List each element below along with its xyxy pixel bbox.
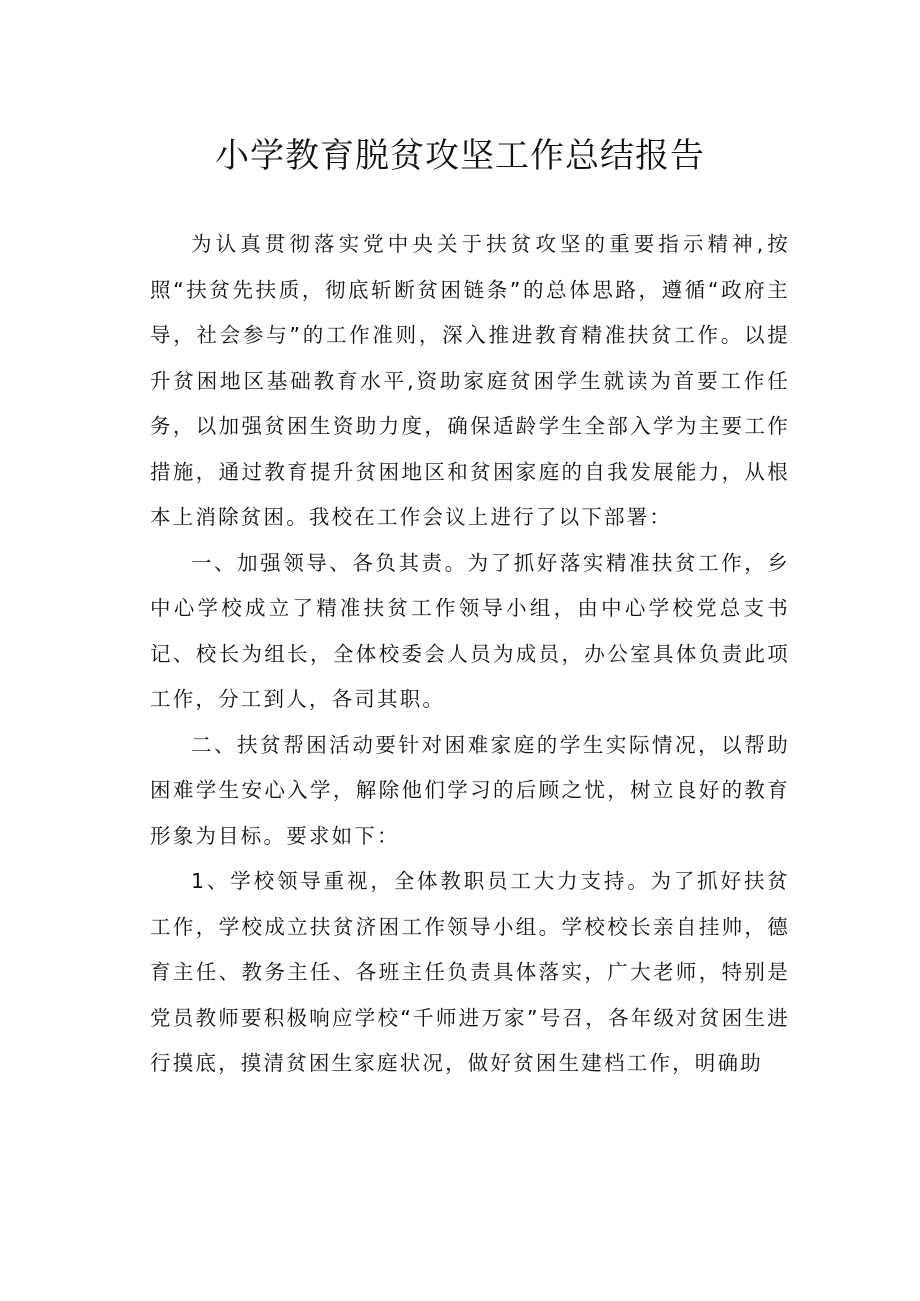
paragraph-section-2: 二、扶贫帮困活动要针对困难家庭的学生实际情况，以帮助困难学生安心入学，解除他们学习的后顾之忧，树立良好的教育形象为目标。要求如下： xyxy=(150,732,790,848)
paragraph-section-1: 一、加强领导、各负其责。为了抓好落实精准扶贫工作，乡中心学校成立了精准扶贫工作领导小组，由中心学校党总支书记、校长为组长，全体校委会人员为成员，办公室具体负责此项工作，分工到人，各司其职。 xyxy=(150,550,790,711)
document-title: 小学教育脱贫攻坚工作总结报告 xyxy=(215,136,705,176)
paragraph-item-1: 1、学校领导重视，全体教职员工大力支持。为了抓好扶贫工作，学校成立扶贫济困工作领导小组。学校校长亲自挂帅，德育主任、教务主任、各班主任负责具体落实，广大老师，特别是党员教师要积极响应学校“千师进万家”号召，各年级对贫困生进行摸底，摸清贫困生家庭状况，做好贫困生建档工作，明确助 xyxy=(150,869,790,1075)
document-body xyxy=(150,222,790,1087)
paragraph-intro: 为认真贯彻落实党中央关于扶贫攻坚的重要指示精神,按照“扶贫先扶质，彻底斩断贫困链条”的总体思路，遵循“政府主导，社会参与”的工作准则，深入推进教育精准扶贫工作。以提升贫困地区基础教育水平,资助家庭贫困学生就读为首要工作任务，以加强贫困生资助力度，确保适龄学生全部入学为主要工作措施，通过教育提升贫困地区和贫困家庭的自我发展能力，从根本上消除贫困。我校在工作会议上进行了以下部署： xyxy=(150,232,790,529)
